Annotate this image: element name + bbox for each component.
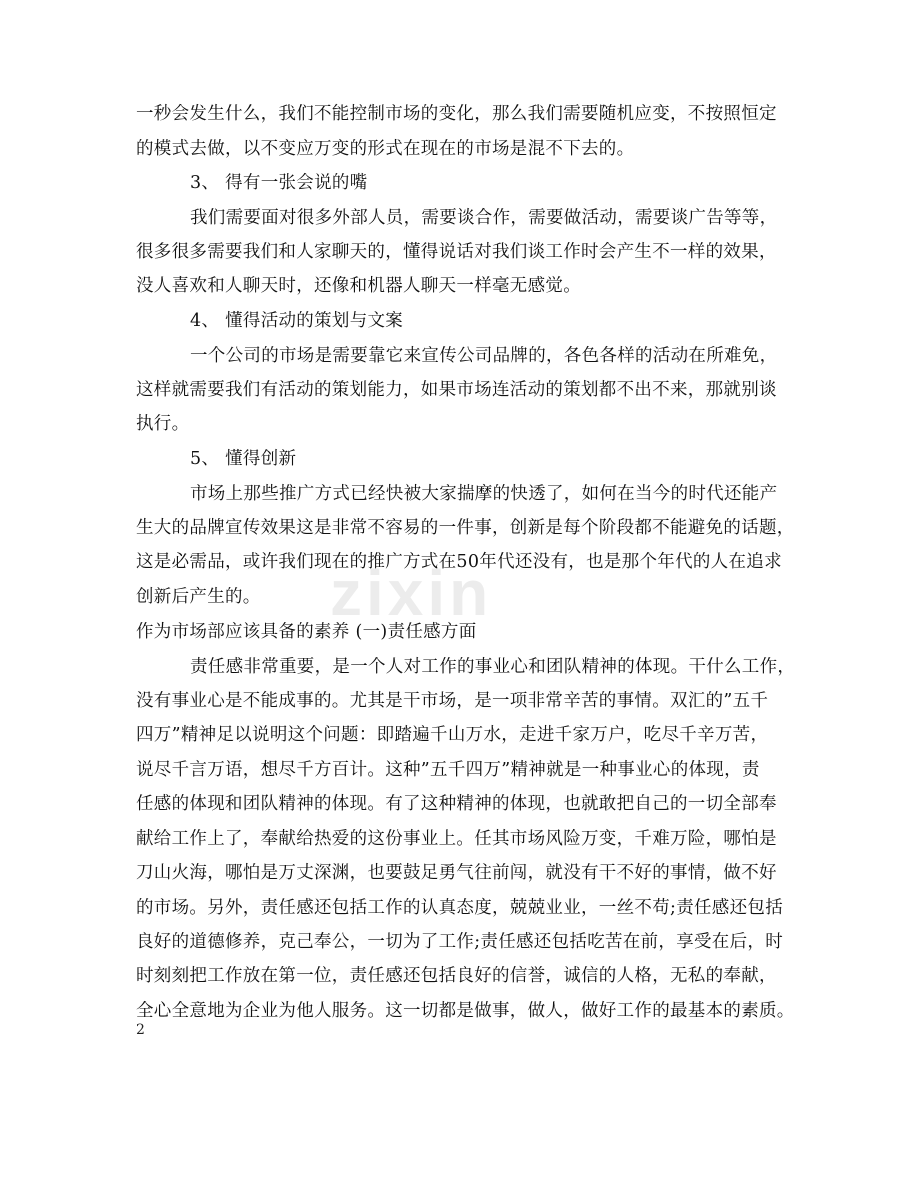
text-line: 4、 懂得活动的策划与文案 [190, 311, 404, 331]
text-line: 作为市场部应该具备的素养 (一)责任感方面 [136, 622, 477, 642]
page-number: 2 [136, 1022, 145, 1038]
text-line: 这是必需品，或许我们现在的推广方式在50年代还没有，也是那个年代的人在追求 [136, 552, 782, 572]
text-line: 执行。 [136, 414, 190, 434]
text-line: 生大的品牌宣传效果这是非常不容易的一件事，创新是每个阶段都不能避免的话题， [136, 518, 795, 538]
text-line: 全心全意地为企业为他人服务。这一切都是做事，做人，做好工作的最基本的素质。 [136, 1001, 795, 1021]
text-line: 这样就需要我们有活动的策划能力，如果市场连活动的策划都不出不来，那就别谈 [136, 380, 777, 400]
watermark: zixin [330, 557, 493, 629]
text-line: 没有事业心是不能成事的。尤其是干市场，是一项非常辛苦的事情。双汇的”五千 [136, 691, 769, 711]
text-line: 责任感非常重要，是一个人对工作的事业心和团队精神的体现。干什么工作， [190, 657, 796, 677]
text-line: 时刻刻把工作放在第一位，责任感还包括良好的信誉，诚信的人格，无私的奉献， [136, 966, 777, 986]
text-line: 献给工作上了，奉献给热爱的这份事业上。任其市场风险万变，千难万险，哪怕是 [136, 829, 777, 849]
text-line: 5、 懂得创新 [190, 449, 297, 469]
text-line: 四万”精神足以说明这个问题：即踏遍千山万水，走进千家万户，吃尽千辛万苦， [136, 725, 769, 745]
text-line: 很多很多需要我们和人家聊天的，懂得说话对我们谈工作时会产生不一样的效果， [136, 242, 777, 262]
text-line: 一个公司的市场是需要靠它来宣传公司品牌的，各色各样的活动在所难免， [190, 346, 778, 366]
text-line: 3、 得有一张会说的嘴 [190, 173, 368, 193]
text-line: 刀山火海，哪怕是万丈深渊，也要鼓足勇气往前闯，就没有干不好的事情，做不好 [136, 863, 777, 883]
text-line: 创新后产生的。 [136, 587, 261, 607]
text-line: 的模式去做，以不变应万变的形式在现在的市场是混不下去的。 [136, 139, 635, 159]
text-line: 我们需要面对很多外部人员，需要谈合作，需要做活动，需要谈广告等等， [190, 208, 778, 228]
text-line: 一秒会发生什么，我们不能控制市场的变化，那么我们需要随机应变，不按照恒定 [136, 104, 777, 124]
text-line: 没人喜欢和人聊天时，还像和机器人聊天一样毫无感觉。 [136, 276, 581, 296]
text-line: 市场上那些推广方式已经快被大家揣摩的快透了，如何在当今的时代还能产 [190, 484, 778, 504]
text-line: 良好的道德修养，克己奉公，一切为了工作;责任感还包括吃苦在前，享受在后，时 [136, 932, 783, 952]
text-line: 的市场。另外，责任感还包括工作的认真态度，兢兢业业，一丝不苟;责任感还包括 [136, 898, 783, 918]
text-line: 任感的体现和团队精神的体现。有了这种精神的体现，也就敢把自己的一切全部奉 [136, 794, 777, 814]
text-line: 说尽千言万语，想尽千方百计。这种”五千四万”精神就是一种事业心的体现，责 [136, 760, 760, 780]
